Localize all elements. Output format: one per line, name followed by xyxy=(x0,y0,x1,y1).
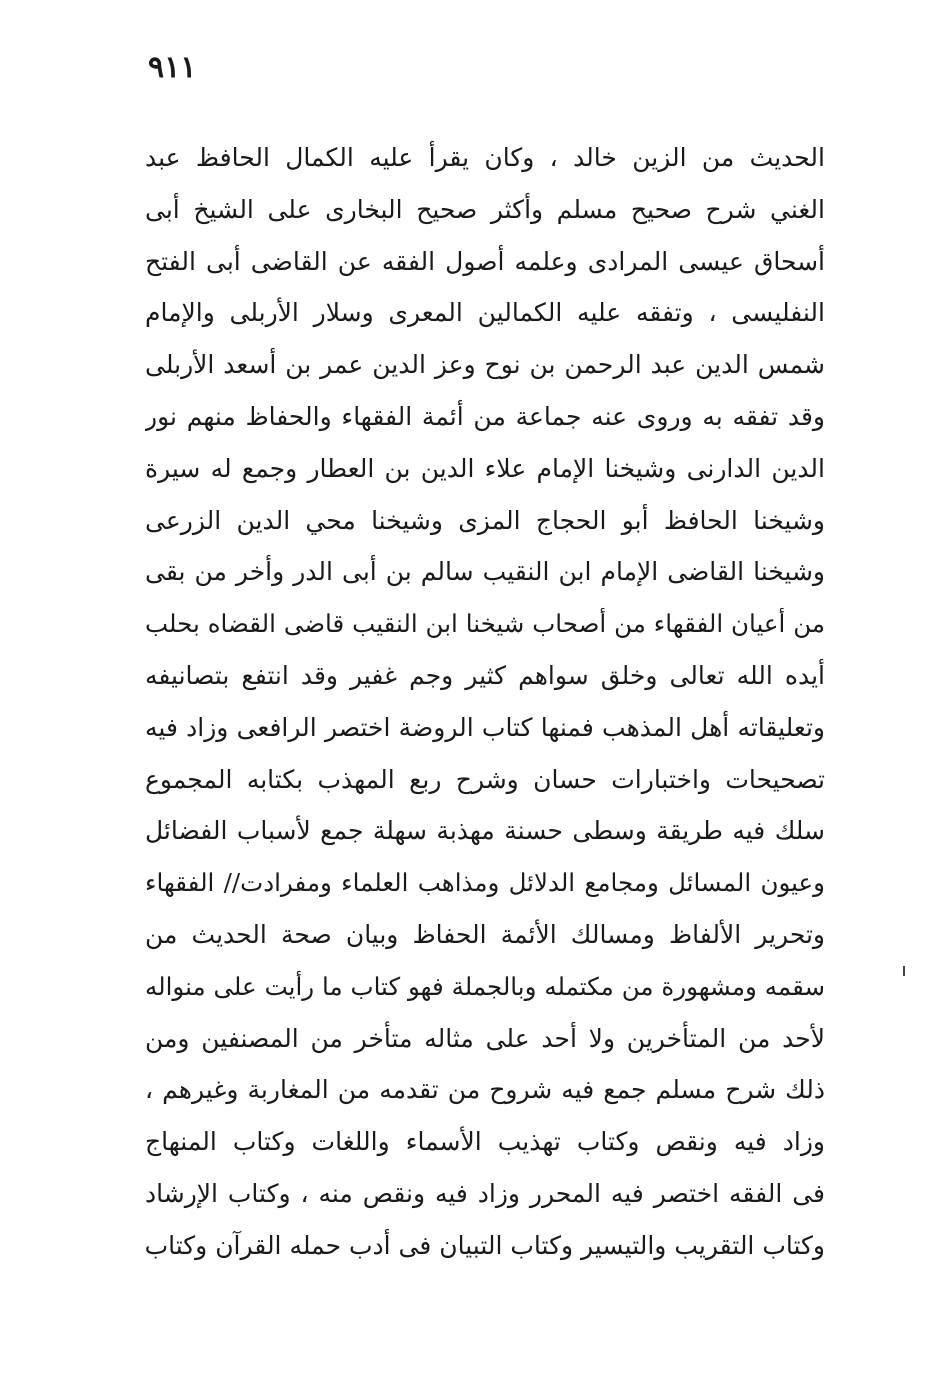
text-line: وكتاب التقريب والتيسير وكتاب التبيان فى أدب حمله القرآن وكتاب xyxy=(145,1230,825,1260)
text-line: الدين الدارنى وشيخنا الإمام علاء الدين بن العطار وجمع له سيرة xyxy=(145,453,825,483)
text-line: ذلك شرح مسلم جمع فيه شروح من تقدمه من المغاربة وغيرهم ، xyxy=(145,1075,825,1105)
text-line: وعيون المسائل ومجامع الدلائل ومذاهب العلماء ومفرادت// الفقهاء xyxy=(145,868,825,898)
text-line: وتعليقاته أهل المذهب فمنها كتاب الروضة اختصر الرافعى وزاد فيه xyxy=(145,712,825,742)
text-line: سلك فيه طريقة وسطى حسنة مهذبة سهلة جمع لأسباب الفضائل xyxy=(145,816,825,846)
text-line: وزاد فيه ونقص وكتاب تهذيب الأسماء واللغات وكتاب المنهاج xyxy=(145,1127,825,1157)
text-line: وقد تفقه به وروى عنه جماعة من أئمة الفقهاء والحفاظ منهم نور xyxy=(145,401,825,431)
text-line: الحديث من الزين خالد ، وكان يقرأ عليه الكمال الحافظ عبد xyxy=(145,143,825,172)
text-line: فى الفقه اختصر فيه المحرر وزاد فيه ونقص منه ، وكتاب الإرشاد xyxy=(145,1178,825,1208)
text-line: من أعيان الفقهاء من أصحاب شيخنا ابن النقيب قاضى القضاه بحلب xyxy=(145,609,825,639)
text-line: أسحاق عيسى المرادى وعلمه أصول الفقه عن القاضى أبى الفتح xyxy=(145,246,825,276)
body-text xyxy=(145,132,825,1272)
text-line: الغني شرح صحيح مسلم وأكثر صحيح البخارى على الشيخ أبى xyxy=(145,194,825,224)
text-line: تصحيحات واختبارات حسان وشرح ربع المهذب بكتابه المجموع xyxy=(145,764,825,794)
text-line: وتحرير الألفاظ ومسالك الأئمة الحفاظ وبيان صحة الحديث من xyxy=(145,919,825,949)
text-line: لأحد من المتأخرين ولا أحد على مثاله متأخر من المصنفين ومن xyxy=(145,1023,825,1053)
text-line: سقمه ومشهورة من مكتمله وبالجملة فهو كتاب ما رأيت على منواله xyxy=(145,971,825,1001)
text-line: وشيخنا الحافظ أبو الحجاج المزى وشيخنا محي الدين الزرعى xyxy=(145,505,825,535)
text-line: شمس الدين عبد الرحمن بن نوح وعز الدين عمر بن أسعد الأربلى xyxy=(145,350,825,380)
page-number: ٩١١ xyxy=(148,50,197,85)
margin-mark xyxy=(903,966,905,976)
text-line: النفليسى ، وتفقه عليه الكمالين المعرى وسلار الأربلى والإمام xyxy=(145,298,825,328)
text-line: وشيخنا القاضى الإمام ابن النقيب سالم بن أبى الدر وأخر من بقى xyxy=(145,557,825,587)
text-line: أيده الله تعالى وخلق سواهم كثير وجم غفير وقد انتفع بتصانيفه xyxy=(145,660,825,690)
